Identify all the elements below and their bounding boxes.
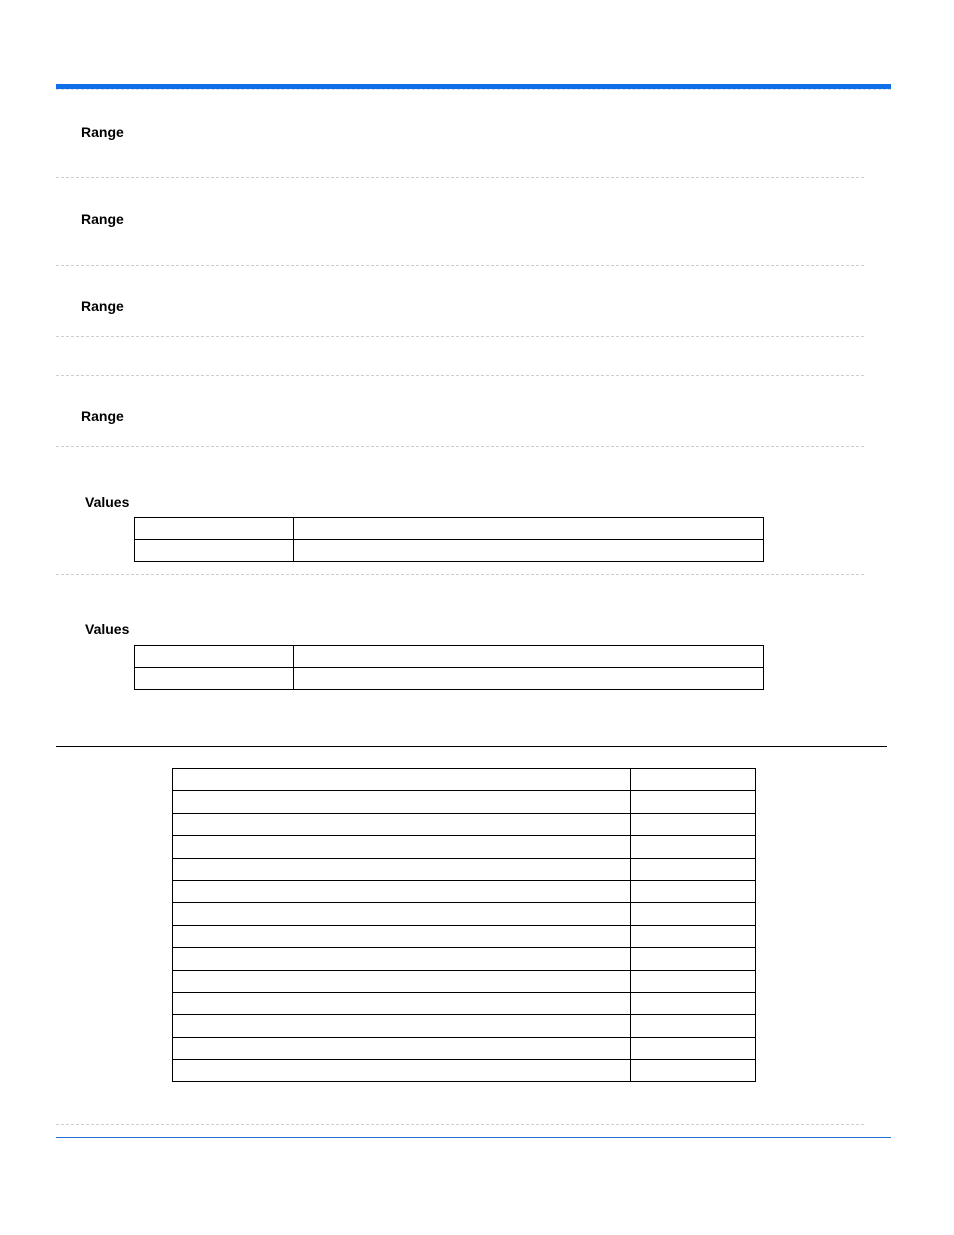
table-row <box>135 540 764 562</box>
table-cell <box>631 992 756 1014</box>
table-row <box>173 1015 756 1037</box>
section-divider-5 <box>56 446 864 447</box>
table-row <box>135 646 764 668</box>
table-cell <box>631 948 756 970</box>
values-table-2 <box>134 645 764 690</box>
values-label-2: Values <box>85 621 130 637</box>
table-cell <box>631 925 756 947</box>
table-row <box>173 813 756 835</box>
table-cell <box>631 769 756 791</box>
table-row <box>173 948 756 970</box>
section-divider-1 <box>56 177 864 178</box>
table-row <box>173 791 756 813</box>
range-label-1: Range <box>81 124 124 140</box>
table-cell <box>173 948 631 970</box>
footer-rule <box>56 1137 891 1138</box>
table-row <box>173 970 756 992</box>
section-divider-3 <box>56 336 864 337</box>
range-label-3: Range <box>81 298 124 314</box>
table-cell <box>135 540 294 562</box>
table-cell <box>173 1015 631 1037</box>
table-cell <box>173 925 631 947</box>
table-row <box>173 858 756 880</box>
table-cell <box>294 668 764 690</box>
table-cell <box>631 1015 756 1037</box>
values-label-1: Values <box>85 494 130 510</box>
table-cell <box>631 836 756 858</box>
table-cell <box>173 1037 631 1059</box>
table-row <box>173 992 756 1014</box>
table-cell <box>294 540 764 562</box>
main-table <box>172 768 756 1082</box>
main-table-body <box>173 769 756 1082</box>
table-row <box>173 836 756 858</box>
table-row <box>173 1037 756 1059</box>
table-cell <box>173 813 631 835</box>
table-cell <box>173 903 631 925</box>
table-cell <box>135 518 294 540</box>
table-cell <box>173 769 631 791</box>
table-cell <box>135 646 294 668</box>
table-cell <box>631 858 756 880</box>
table-row <box>135 518 764 540</box>
table-cell <box>173 1060 631 1082</box>
table-cell <box>294 646 764 668</box>
table-cell <box>631 880 756 902</box>
table-cell <box>631 813 756 835</box>
table-row <box>173 880 756 902</box>
table-cell <box>173 858 631 880</box>
table-cell <box>173 992 631 1014</box>
values-table-1 <box>134 517 764 562</box>
header-accent-shadow <box>56 89 891 90</box>
table-cell <box>294 518 764 540</box>
table-row <box>173 769 756 791</box>
table-row <box>173 1060 756 1082</box>
table-row <box>173 925 756 947</box>
table-row <box>135 668 764 690</box>
table-cell <box>173 880 631 902</box>
table-cell <box>631 1037 756 1059</box>
table-cell <box>173 970 631 992</box>
footer-divider <box>56 1124 864 1125</box>
range-label-2: Range <box>81 211 124 227</box>
section-divider-6 <box>56 574 864 575</box>
table-cell <box>631 1060 756 1082</box>
table-cell <box>631 903 756 925</box>
table-row <box>173 903 756 925</box>
section-separator <box>56 746 887 747</box>
section-divider-2 <box>56 265 864 266</box>
table-cell <box>631 970 756 992</box>
section-divider-4 <box>56 375 864 376</box>
table-cell <box>135 668 294 690</box>
range-label-4: Range <box>81 408 124 424</box>
table-cell <box>631 791 756 813</box>
table-cell <box>173 836 631 858</box>
table-cell <box>173 791 631 813</box>
